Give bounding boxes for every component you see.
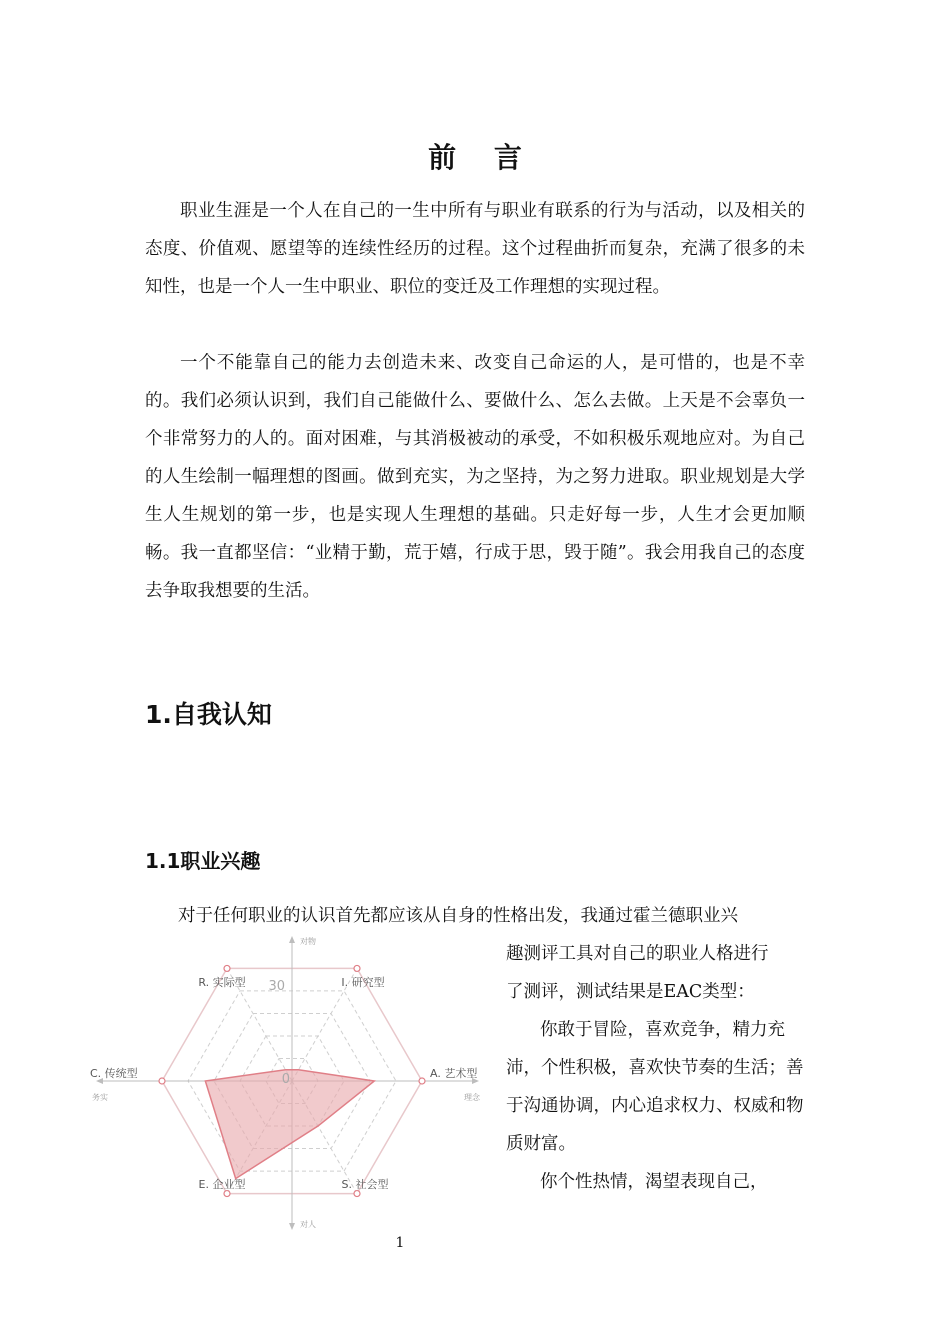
arrow-down-icon — [289, 1223, 295, 1230]
preface-paragraph-2: 一个不能靠自己的能力去创造未来、改变自己命运的人，是可惜的，也是不幸的。我们必须认识到，我们自己能做什么、要做什么、怎么去做。上天是不会辜负一个非常努力的人的。面对困难，与其消极被动的承受，不如积极乐观地应对。为自己的人生绘制一幅理想的图画。做到充实，为之坚持，为之努力进取。职业规划是大学生人生规划的第一步，也是实现人生理想的基础。只走好每一步，人生才会更加顺畅。我一直都坚信：“业精于勤，荒于嬉，行成于思，毁于随”。我会用我自己的态度去争取我想要的生活。 — [145, 353, 805, 601]
tick-label-zero: 0 — [281, 1072, 290, 1087]
interest-lead-line: 对于任何职业的认识首先都应该从自身的性格出发，我通过霍兰德职业兴 — [178, 906, 738, 926]
radar-vertex-dot-4 — [354, 1191, 360, 1197]
side-paragraph-2: 你敢于冒险，喜欢竞争，精力充沛，个性积极，喜欢快节奏的生活；善于沟通协调，内心追求权力、权威和物质财富。 — [506, 1020, 804, 1154]
radar-vertex-dot-6 — [159, 1078, 165, 1084]
side-line-1: 趣测评工具对自己的职业人格进行 — [506, 944, 769, 964]
tick-label-max: 30 — [268, 979, 285, 994]
axis-label-conventional: C. 传统型 — [90, 1067, 138, 1080]
axis-label-artistic: A. 艺术型 — [430, 1067, 478, 1080]
page-number: 1 — [395, 1235, 405, 1251]
radar-vertex-dot-5 — [224, 1191, 230, 1197]
axis-label-social: S. 社会型 — [341, 1178, 389, 1191]
holland-radar-chart — [80, 928, 500, 1233]
preface-paragraph-1: 职业生涯是一个人在自己的一生中所有与职业有联系的行为与活动，以及相关的态度、价值观、愿望等的连续性经历的过程。这个过程曲折而复杂，充满了很多的未知性，也是一个人一生中职业、职位的变迁及工作理想的实现过程。 — [145, 201, 805, 297]
radar-vertex-dot-1 — [224, 965, 230, 971]
axis-label-realistic: R. 实际型 — [198, 976, 246, 989]
subsection-heading-career-interest: 1.1职业兴趣 — [145, 849, 261, 873]
side-paragraph-3: 你个性热情，渴望表现自己， — [540, 1172, 768, 1192]
direction-label-top: 对物 — [300, 937, 316, 946]
arrow-up-icon — [289, 936, 295, 943]
radar-vertex-dot-2 — [354, 965, 360, 971]
axis-label-investigative: I. 研究型 — [341, 976, 385, 989]
direction-label-left: 务实 — [92, 1093, 108, 1102]
direction-label-bottom: 对人 — [300, 1220, 316, 1229]
direction-label-right: 理念 — [464, 1093, 480, 1102]
radar-vertex-dot-3 — [419, 1078, 425, 1084]
page-title: 前 言 — [428, 141, 536, 174]
section-heading-self-cognition: 1.自我认知 — [145, 700, 272, 729]
axis-label-enterprising: E. 企业型 — [198, 1178, 246, 1191]
interest-side-text — [506, 935, 806, 1201]
side-line-2: 了测评，测试结果是EAC类型： — [506, 982, 755, 1002]
